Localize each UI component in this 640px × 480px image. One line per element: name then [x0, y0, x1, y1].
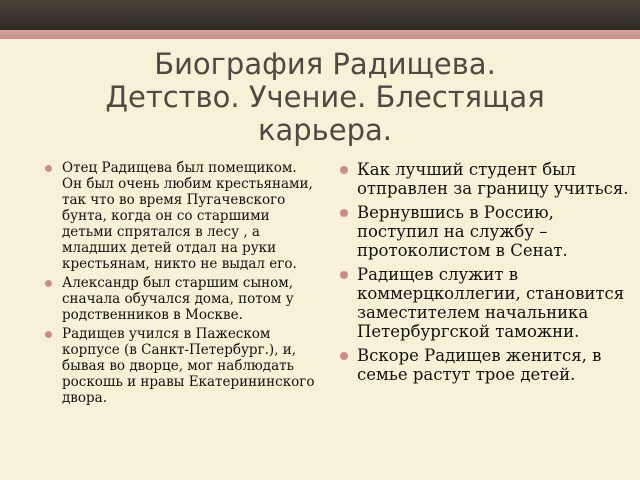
- title-line-2: Детство. Учение. Блестящая: [105, 80, 545, 114]
- slide-title: [60, 48, 590, 147]
- title-line-3: карьера.: [257, 113, 393, 147]
- bullet-item: Радищев служит в коммерцколлегии, становится заместителем начальника Петербургской таможни.: [339, 265, 629, 341]
- bullet-item: Александр был старшим сыном, сначала обучался дома, потом у родственников в Москве.: [44, 275, 316, 323]
- title-line-1: Биография Радищева.: [154, 47, 496, 81]
- bullet-item: Радищев учился в Пажеском корпусе (в Санкт-Петербург.), и, бывая во дворце, мог наблюдать роскошь и нравы Екатерининского двора.: [44, 326, 316, 406]
- bullet-item: Вернувшись в Россию, поступил на службу – протоколистом в Сенат.: [339, 203, 629, 260]
- left-bullet-list: [44, 160, 316, 409]
- bullet-item: Как лучший студент был отправлен за границу учиться.: [339, 160, 629, 198]
- right-bullet-list: [339, 160, 629, 389]
- bullet-item: Вскоре Радищев женится, в семье растут трое детей.: [339, 346, 629, 384]
- accent-stripe: [0, 30, 640, 39]
- top-bar: [0, 0, 640, 30]
- bullet-item: Отец Радищева был помещиком. Он был очень любим крестьянами, так что во время Пугачевского бунта, когда он со старшими детьми спрятался в лесу , а младших детей отдал на руки крестьянам, никто не выдал его.: [44, 160, 316, 272]
